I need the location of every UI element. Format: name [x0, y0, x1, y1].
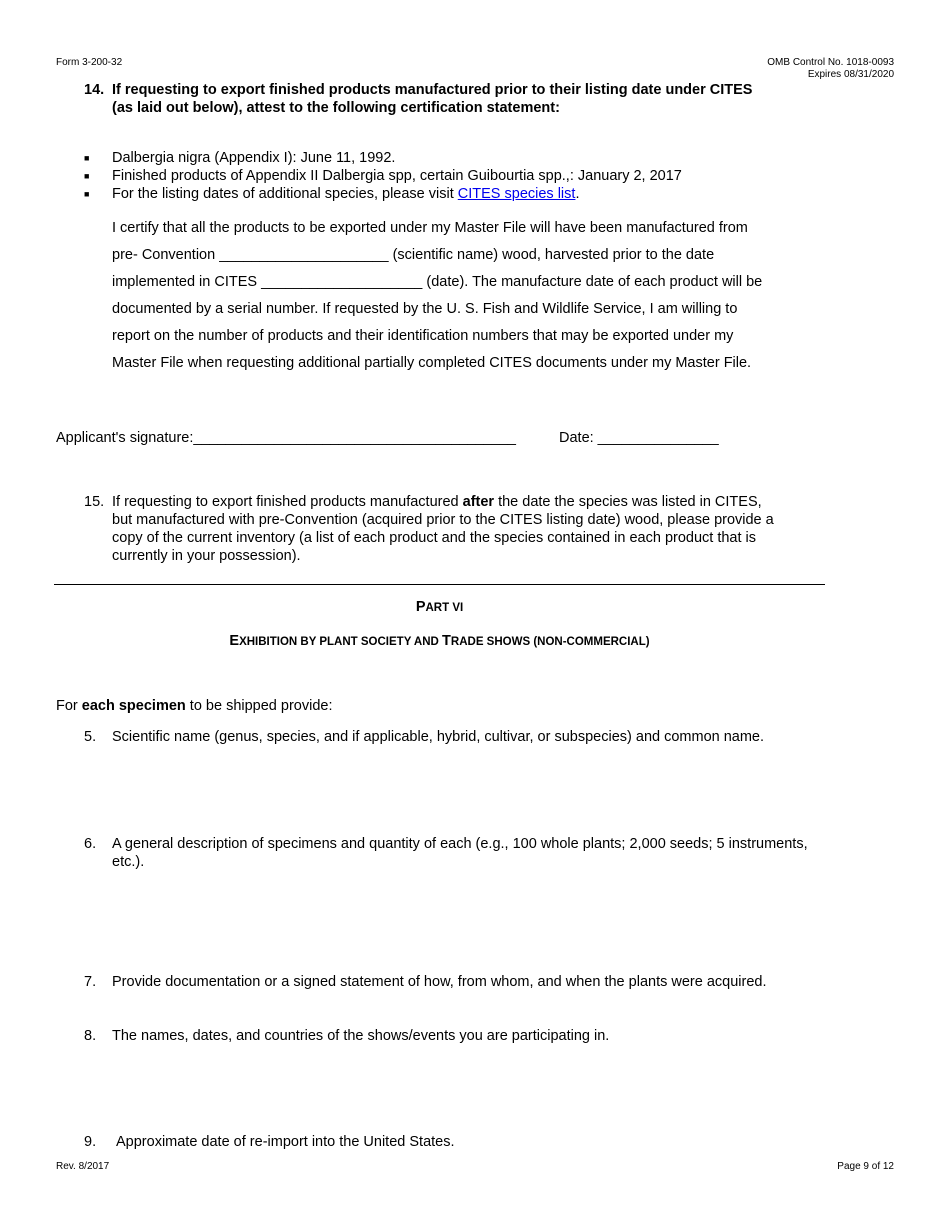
certification-line: pre- Convention _____________________ (scientific name) wood, harvested prior to the date — [112, 247, 715, 263]
item-8-number: 8. — [84, 1028, 97, 1044]
bullet-marker: ■ — [84, 171, 90, 181]
section-divider — [54, 584, 825, 585]
expiration-date: Expires 08/31/2020 — [807, 69, 894, 80]
item-15-line4: currently in your possession). — [112, 548, 301, 564]
item-6-line1: A general description of specimens and quantity of each (e.g., 100 whole plants; 2,000 seeds; 5 instruments, — [112, 836, 808, 852]
bullet-additional-species-text: For the listing dates of additional species, please visit — [112, 186, 458, 202]
item-9-number: 9. — [84, 1134, 97, 1150]
applicant-signature-field[interactable]: Applicant's signature:________________________________________ — [56, 430, 516, 446]
bullet-marker: ■ — [84, 189, 90, 199]
item-14-number: 14. — [84, 82, 105, 98]
certification-statement — [112, 215, 832, 377]
certification-line: Master File when requesting additional partially completed CITES documents under my Master File. — [112, 355, 752, 371]
item-15-number: 15. — [84, 494, 105, 510]
certification-line: I certify that all the products to be exported under my Master File will have been manufactured from — [112, 220, 748, 236]
bullet-dalbergia-nigra: Dalbergia nigra (Appendix I): June 11, 1992. — [112, 150, 396, 166]
item-7-text: Provide documentation or a signed statement of how, from whom, and when the plants were acquired. — [112, 974, 767, 990]
certification-line: documented by a serial number. If requested by the U. S. Fish and Wildlife Service, I am willing to — [112, 301, 738, 317]
item-8-text: The names, dates, and countries of the shows/events you are participating in. — [112, 1028, 610, 1044]
item-5-number: 5. — [84, 729, 97, 745]
bullet-marker: ■ — [84, 153, 90, 163]
item-15-text: If requesting to export finished products manufactured — [112, 494, 463, 510]
item-14-heading-line2: (as laid out below), attest to the following certification statement: — [112, 100, 560, 116]
part-title-rest: ART VI — [425, 602, 464, 614]
certification-line: implemented in CITES ____________________ (date). The manufacture date of each product will be — [112, 274, 763, 290]
bullet-additional-species — [112, 185, 579, 203]
page-number: Page 9 of 12 — [837, 1161, 894, 1172]
omb-control-number: OMB Control No. 1018-0093 — [767, 57, 894, 68]
subtitle-text: XHIBITION BY PLANT SOCIETY AND — [239, 636, 443, 648]
item-15-line1 — [112, 493, 762, 511]
intro-text: to be shipped provide: — [185, 698, 333, 714]
item-6-line2: etc.). — [112, 854, 145, 870]
item-15-text: the date the species was listed in CITES, — [494, 494, 762, 510]
subtitle-initial: T — [442, 633, 451, 649]
bullet-appendix-ii: Finished products of Appendix II Dalbergia spp, certain Guibourtia spp.,: January 2, 2017 — [112, 168, 682, 184]
part-title-initial: P — [415, 599, 426, 615]
intro-emphasis: each specimen — [81, 698, 186, 714]
form-number: Form 3-200-32 — [56, 57, 123, 68]
signature-date-field[interactable]: Date: _______________ — [559, 430, 719, 446]
subtitle-initial: E — [229, 633, 240, 649]
revision-date: Rev. 8/2017 — [56, 1161, 110, 1172]
part-subtitle — [54, 632, 825, 650]
intro-text: For — [56, 698, 82, 714]
item-5-text: Scientific name (genus, species, and if applicable, hybrid, cultivar, or subspecies) and common name. — [112, 729, 765, 745]
subtitle-text: RADE SHOWS (NON-COMMERCIAL) — [450, 636, 650, 648]
item-14-heading-line1: If requesting to export finished products manufactured prior to their listing date under CITES — [112, 82, 753, 98]
item-15-line2: but manufactured with pre-Convention (acquired prior to the CITES listing date) wood, please provide a — [112, 512, 774, 528]
item-9-text: Approximate date of re-import into the United States. — [116, 1134, 455, 1150]
item-15-line3: copy of the current inventory (a list of each product and the species contained in each product that is — [112, 530, 757, 546]
item-15-emphasis: after — [462, 494, 495, 510]
item-6-number: 6. — [84, 836, 97, 852]
certification-line: report on the number of products and their identification numbers that may be exported under my — [112, 328, 734, 344]
part-title — [54, 598, 825, 616]
cites-species-list-link[interactable]: CITES species list — [457, 186, 576, 202]
item-7-number: 7. — [84, 974, 97, 990]
bullet-period: . — [575, 186, 580, 202]
specimen-intro — [56, 697, 332, 715]
